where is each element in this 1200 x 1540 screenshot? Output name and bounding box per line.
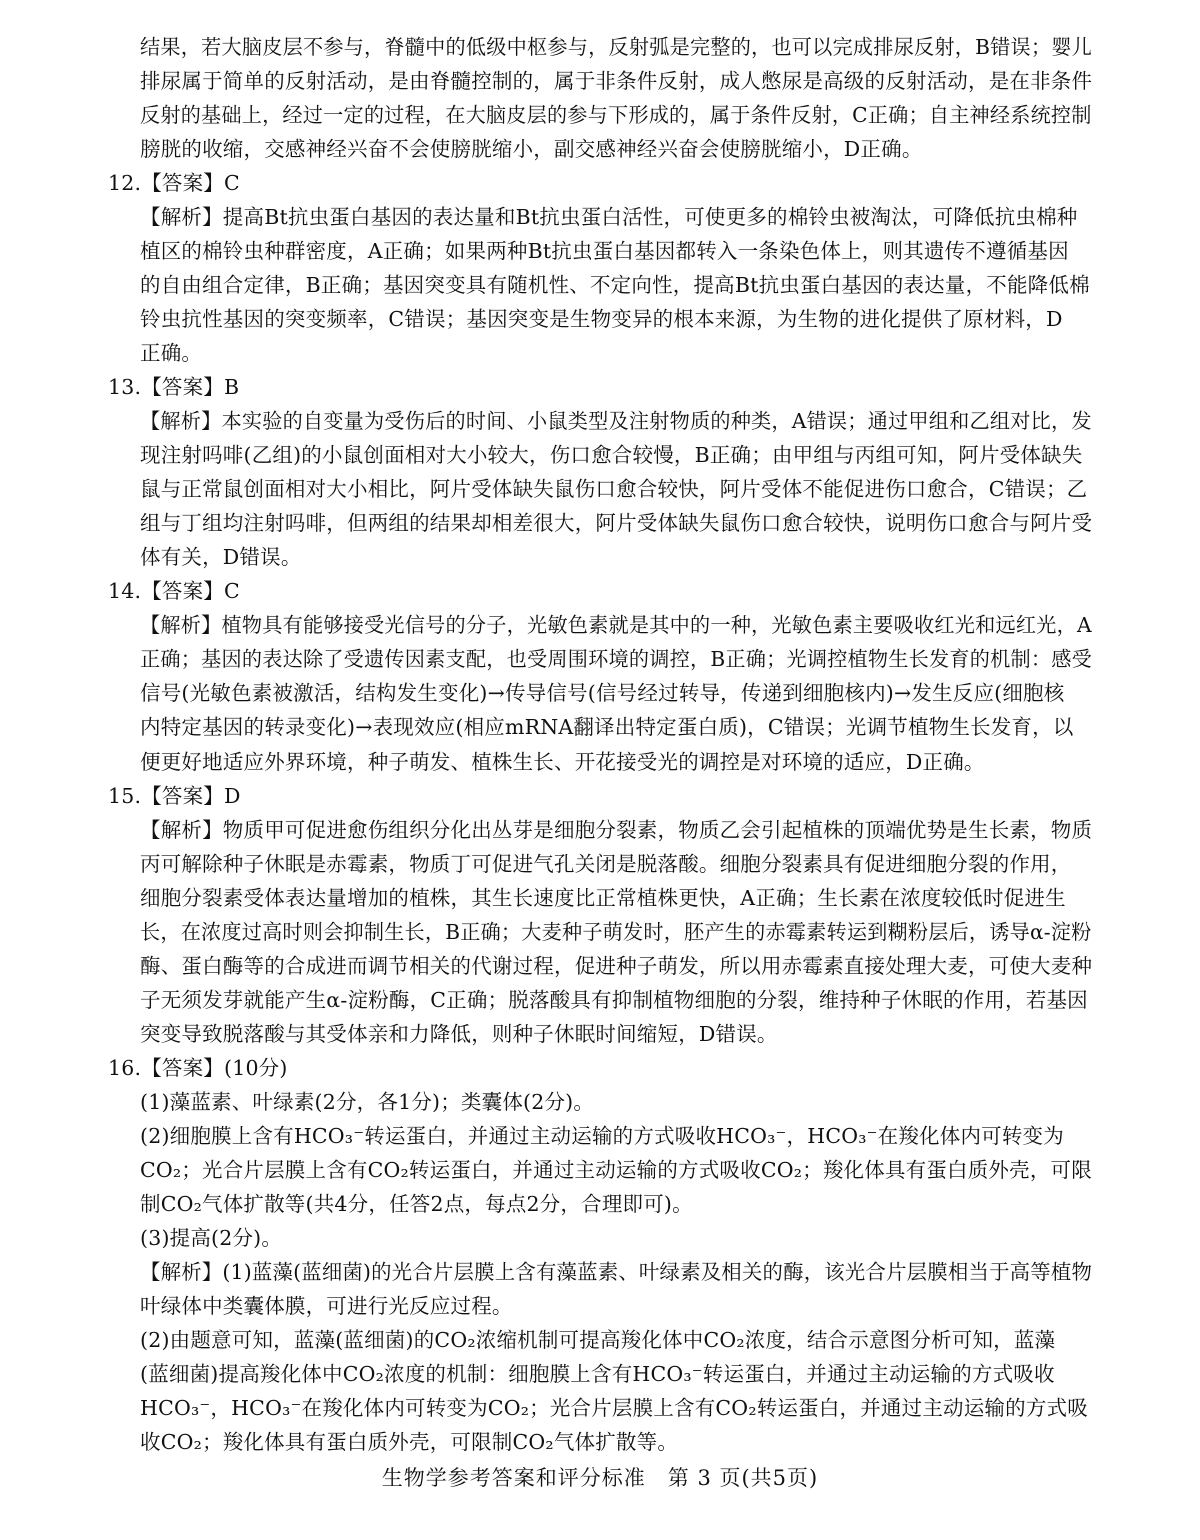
text-line: 【解析】(1)蓝藻(蓝细菌)的光合片层膜上含有藻蓝素、叶绿素及相关的酶，该光合片层膜相当于高等植物 — [140, 1260, 1093, 1284]
text-line: 植区的棉铃虫种群密度，A正确；如果两种Bt抗虫蛋白基因都转入一条染色体上，则其遗传不遵循基因 — [140, 239, 1069, 263]
text-line: 叶绿体中类囊体膜，可进行光反应过程。 — [140, 1294, 513, 1318]
text-line: CO₂；光合片层膜上含有CO₂转运蛋白，并通过主动运输的方式吸收CO₂；羧化体具有蛋白质外壳，可限 — [140, 1158, 1092, 1182]
question-answer-heading: 14.【答案】C — [108, 579, 240, 603]
text-line: 信号(光敏色素被激活，结构发生变化)→传导信号(信号经过转导，传递到细胞核内)→发生反应(细胞核 — [140, 681, 1065, 705]
text-line: (蓝细菌)提高羧化体中CO₂浓度的机制：细胞膜上含有HCO₃⁻转运蛋白，并通过主动运输的方式吸收 — [140, 1362, 1055, 1386]
question-answer-heading: 16.【答案】(10分) — [108, 1056, 288, 1080]
text-line: 铃虫抗性基因的突变频率，C错误；基因突变是生物变异的根本来源，为生物的进化提供了原材料，D — [140, 307, 1063, 331]
text-line: 结果，若大脑皮层不参与，脊髓中的低级中枢参与，反射弧是完整的，也可以完成排尿反射，B错误；婴儿 — [140, 35, 1092, 59]
text-line: 【解析】本实验的自变量为受伤后的时间、小鼠类型及注射物质的种类，A错误；通过甲组和乙组对比，发 — [140, 409, 1092, 433]
text-line: 组与丁组均注射吗啡，但两组的结果却相差很大，阿片受体缺失鼠伤口愈合较快，说明伤口愈合与阿片受 — [140, 511, 1092, 535]
text-line: (2)细胞膜上含有HCO₃⁻转运蛋白，并通过主动运输的方式吸收HCO₃⁻，HCO₃⁻在羧化体内可转变为 — [140, 1124, 1064, 1148]
text-line: 【解析】物质甲可促进愈伤组织分化出丛芽是细胞分裂素，物质乙会引起植株的顶端优势是生长素，物质 — [140, 818, 1092, 842]
text-line: HCO₃⁻，HCO₃⁻在羧化体内可转变为CO₂；光合片层膜上含有CO₂转运蛋白，并通过主动运输的方式吸 — [140, 1396, 1088, 1420]
text-line: (2)由题意可知，蓝藻(蓝细菌)的CO₂浓缩机制可提高羧化体中CO₂浓度，结合示意图分析可知，蓝藻 — [140, 1328, 1056, 1352]
text-line: 子无须发芽就能产生α-淀粉酶，C正确；脱落酸具有抑制植物细胞的分裂，维持种子休眠的作用，若基因 — [140, 988, 1088, 1012]
text-line: (1)藻蓝素、叶绿素(2分，各1分)；类囊体(2分)。 — [140, 1090, 595, 1114]
text-line: (3)提高(2分)。 — [140, 1226, 283, 1250]
text-line: 酶、蛋白酶等的合成进而调节相关的代谢过程，促进种子萌发，所以用赤霉素直接处理大麦，可使大麦种 — [140, 954, 1092, 978]
text-line: 的自由组合定律，B正确；基因突变具有随机性、不定向性，提高Bt抗虫蛋白基因的表达量，不能降低棉 — [140, 273, 1090, 297]
text-line: 鼠与正常鼠创面相对大小相比，阿片受体缺失鼠伤口愈合较快，阿片受体不能促进伤口愈合，C错误；乙 — [140, 477, 1088, 501]
text-line: 【解析】植物具有能够接受光信号的分子，光敏色素就是其中的一种，光敏色素主要吸收红光和远红光，A — [140, 613, 1092, 637]
text-line: 反射的基础上，经过一定的过程，在大脑皮层的参与下形成的，属于条件反射，C正确；自主神经系统控制 — [140, 103, 1092, 127]
text-line: 丙可解除种子休眠是赤霉素，物质丁可促进气孔关闭是脱落酸。细胞分裂素具有促进细胞分裂的作用， — [140, 852, 1072, 876]
text-line: 体有关，D错误。 — [140, 545, 302, 569]
text-line: 正确；基因的表达除了受遗传因素支配，也受周围环境的调控，B正确；光调控植物生长发育的机制：感受 — [140, 647, 1092, 671]
text-line: 收CO₂；羧化体具有蛋白质外壳，可限制CO₂气体扩散等。 — [140, 1430, 679, 1454]
question-answer-heading: 13.【答案】B — [108, 375, 240, 399]
question-answer-heading: 15.【答案】D — [108, 784, 241, 808]
text-line: 细胞分裂素受体表达量增加的植株，其生长速度比正常植株更快，A正确；生长素在浓度较低时促进生 — [140, 886, 1066, 910]
text-line: 【解析】提高Bt抗虫蛋白基因的表达量和Bt抗虫蛋白活性，可使更多的棉铃虫被淘汰，可降低抗虫棉种 — [140, 205, 1078, 229]
question-answer-heading: 12.【答案】C — [108, 171, 240, 195]
text-line: 长，在浓度过高时则会抑制生长，B正确；大麦种子萌发时，胚产生的赤霉素转运到糊粉层后，诱导α-淀粉 — [140, 920, 1092, 944]
page-footer: 生物学参考答案和评分标准 第 3 页(共5页) — [381, 1466, 819, 1490]
text-line: 正确。 — [140, 341, 203, 365]
text-line: 制CO₂气体扩散等(共4分，任答2点，每点2分，合理即可)。 — [140, 1192, 693, 1216]
text-line: 膀胱的收缩，交感神经兴奋不会使膀胱缩小，副交感神经兴奋会使膀胱缩小，D正确。 — [140, 137, 923, 161]
text-line: 突变导致脱落酸与其受体亲和力降低，则种子休眠时间缩短，D错误。 — [140, 1022, 778, 1046]
text-line: 排尿属于简单的反射活动，是由脊髓控制的，属于非条件反射，成人憋尿是高级的反射活动，是在非条件 — [140, 69, 1092, 93]
text-line: 内特定基因的转录变化)→表现效应(相应mRNA翻译出特定蛋白质)，C错误；光调节植物生长发育，以 — [140, 715, 1074, 739]
text-line: 现注射吗啡(乙组)的小鼠创面相对大小较大，伤口愈合较慢，B正确；由甲组与丙组可知，阿片受体缺失 — [140, 443, 1083, 467]
text-line: 便更好地适应外界环境，种子萌发、植株生长、开花接受光的调控是对环境的适应，D正确。 — [140, 750, 985, 774]
